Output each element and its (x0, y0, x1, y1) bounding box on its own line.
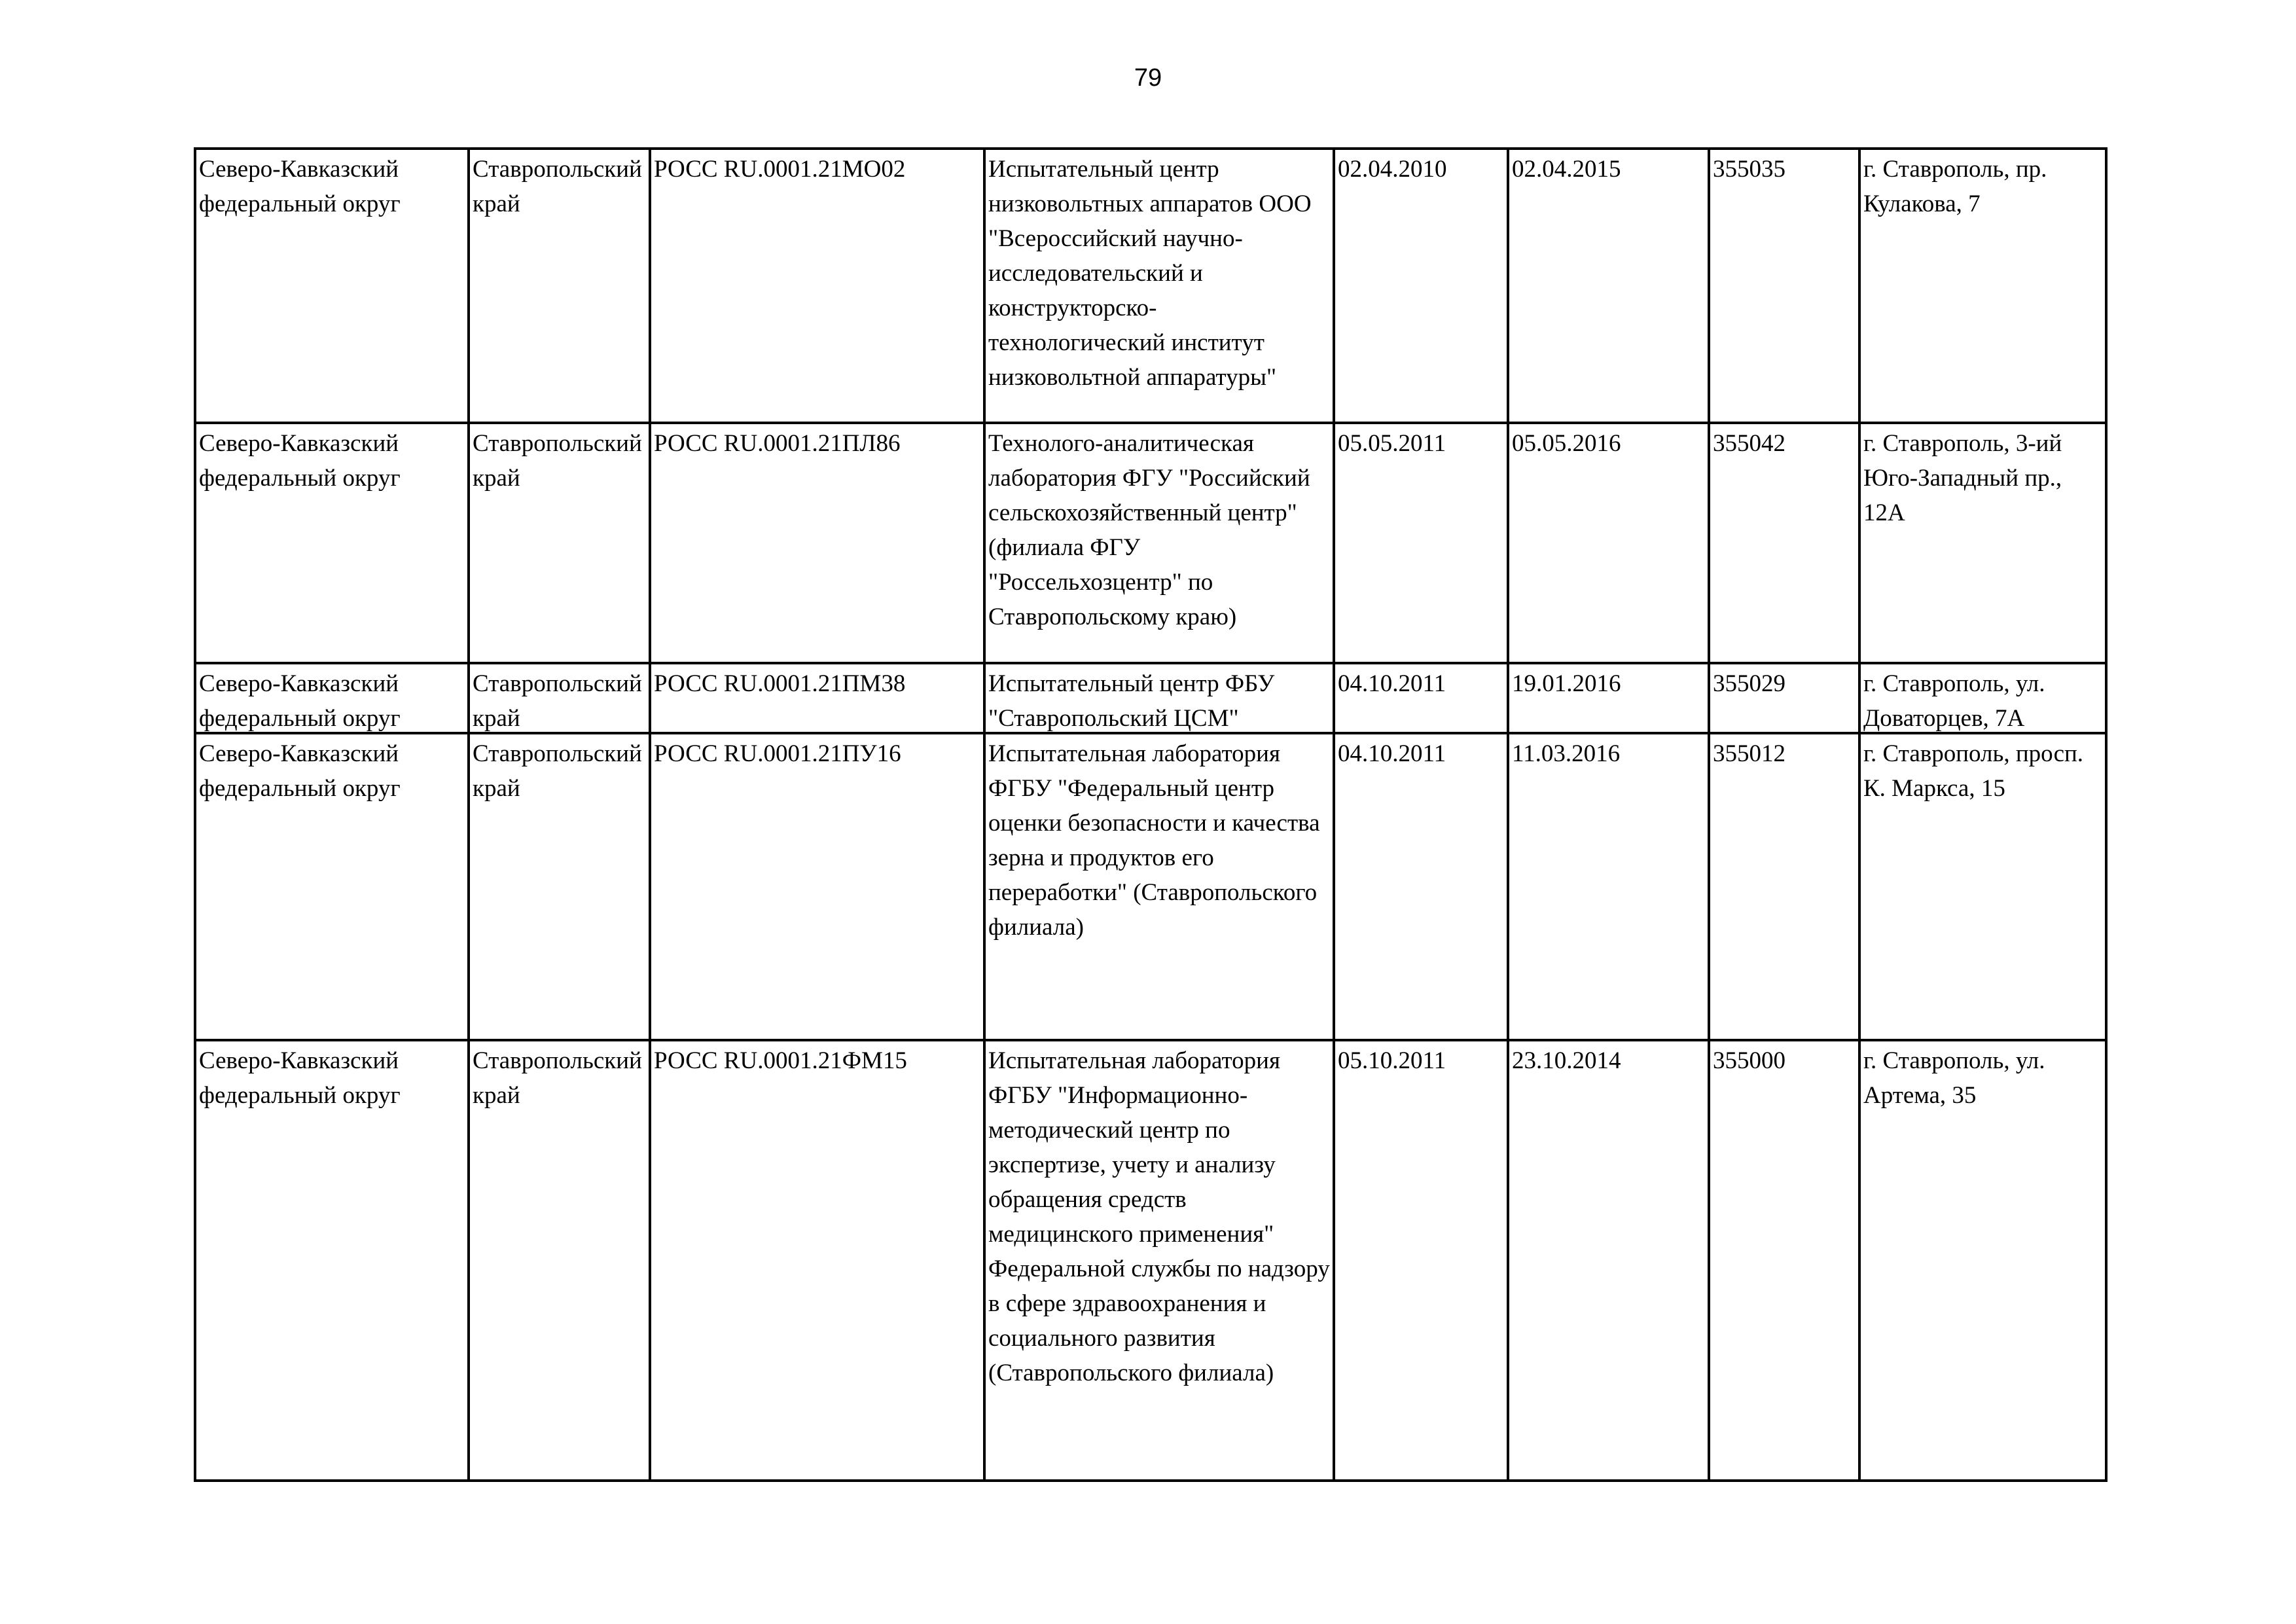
region-cell: Ставропольский край (469, 149, 650, 423)
address-cell: г. Ставрополь, ул. Доваторцев, 7А (1859, 663, 2106, 733)
cert-number-cell: РОСС RU.0001.21ПМ38 (650, 663, 984, 733)
region-cell: Ставропольский край (469, 733, 650, 1040)
postcode-cell: 355042 (1709, 423, 1859, 663)
address-cell: г. Ставрополь, 3-ий Юго-Западный пр., 12А (1859, 423, 2106, 663)
date-valid-cell: 05.05.2016 (1508, 423, 1709, 663)
organization-cell: Испытательная лаборатория ФГБУ "Федеральный центр оценки безопасности и качества зерна и продуктов его переработки" (Ставропольского филиала) (984, 733, 1334, 1040)
address-cell: г. Ставрополь, ул. Артема, 35 (1859, 1040, 2106, 1481)
table-row (195, 1040, 2106, 1481)
date-issued-cell: 05.10.2011 (1334, 1040, 1508, 1481)
cert-number-cell: РОСС RU.0001.21МО02 (650, 149, 984, 423)
cert-number-cell: РОСС RU.0001.21ФМ15 (650, 1040, 984, 1481)
region-cell: Ставропольский край (469, 1040, 650, 1481)
postcode-cell: 355035 (1709, 149, 1859, 423)
laboratory-registry-table (194, 147, 2108, 1482)
postcode-cell: 355029 (1709, 663, 1859, 733)
district-cell: Северо-Кавказский федеральный округ (195, 423, 469, 663)
date-valid-cell: 23.10.2014 (1508, 1040, 1709, 1481)
organization-cell: Технолого-аналитическая лаборатория ФГУ "Российский сельскохозяйственный центр" (филиала ФГУ "Россельхозцентр" по Ставропольскому краю) (984, 423, 1334, 663)
postcode-cell: 355000 (1709, 1040, 1859, 1481)
organization-cell: Испытательный центр низковольтных аппаратов ООО "Всероссийский научно-исследовательский и конструкторско-технологический институт низковольтной аппаратуры" (984, 149, 1334, 423)
date-issued-cell: 05.05.2011 (1334, 423, 1508, 663)
district-cell: Северо-Кавказский федеральный округ (195, 1040, 469, 1481)
address-cell: г. Ставрополь, просп. К. Маркса, 15 (1859, 733, 2106, 1040)
date-valid-cell: 11.03.2016 (1508, 733, 1709, 1040)
district-cell: Северо-Кавказский федеральный округ (195, 149, 469, 423)
district-cell: Северо-Кавказский федеральный округ (195, 733, 469, 1040)
date-valid-cell: 02.04.2015 (1508, 149, 1709, 423)
organization-cell: Испытательный центр ФБУ "Ставропольский ЦСМ" (984, 663, 1334, 733)
date-issued-cell: 04.10.2011 (1334, 733, 1508, 1040)
region-cell: Ставропольский край (469, 423, 650, 663)
date-issued-cell: 04.10.2011 (1334, 663, 1508, 733)
cert-number-cell: РОСС RU.0001.21ПУ16 (650, 733, 984, 1040)
address-cell: г. Ставрополь, пр. Кулакова, 7 (1859, 149, 2106, 423)
table-row (195, 733, 2106, 1040)
table-row (195, 149, 2106, 423)
organization-cell: Испытательная лаборатория ФГБУ "Информационно-методический центр по экспертизе, учету и анализу обращения средств медицинского применения" Федеральной службы по надзору в сфере здравоохранения и социального развития (Ставропольского филиала) (984, 1040, 1334, 1481)
table-row (195, 663, 2106, 733)
district-cell: Северо-Кавказский федеральный округ (195, 663, 469, 733)
region-cell: Ставропольский край (469, 663, 650, 733)
postcode-cell: 355012 (1709, 733, 1859, 1040)
date-valid-cell: 19.01.2016 (1508, 663, 1709, 733)
table-row (195, 423, 2106, 663)
page-number: 79 (1134, 64, 1162, 92)
cert-number-cell: РОСС RU.0001.21ПЛ86 (650, 423, 984, 663)
date-issued-cell: 02.04.2010 (1334, 149, 1508, 423)
